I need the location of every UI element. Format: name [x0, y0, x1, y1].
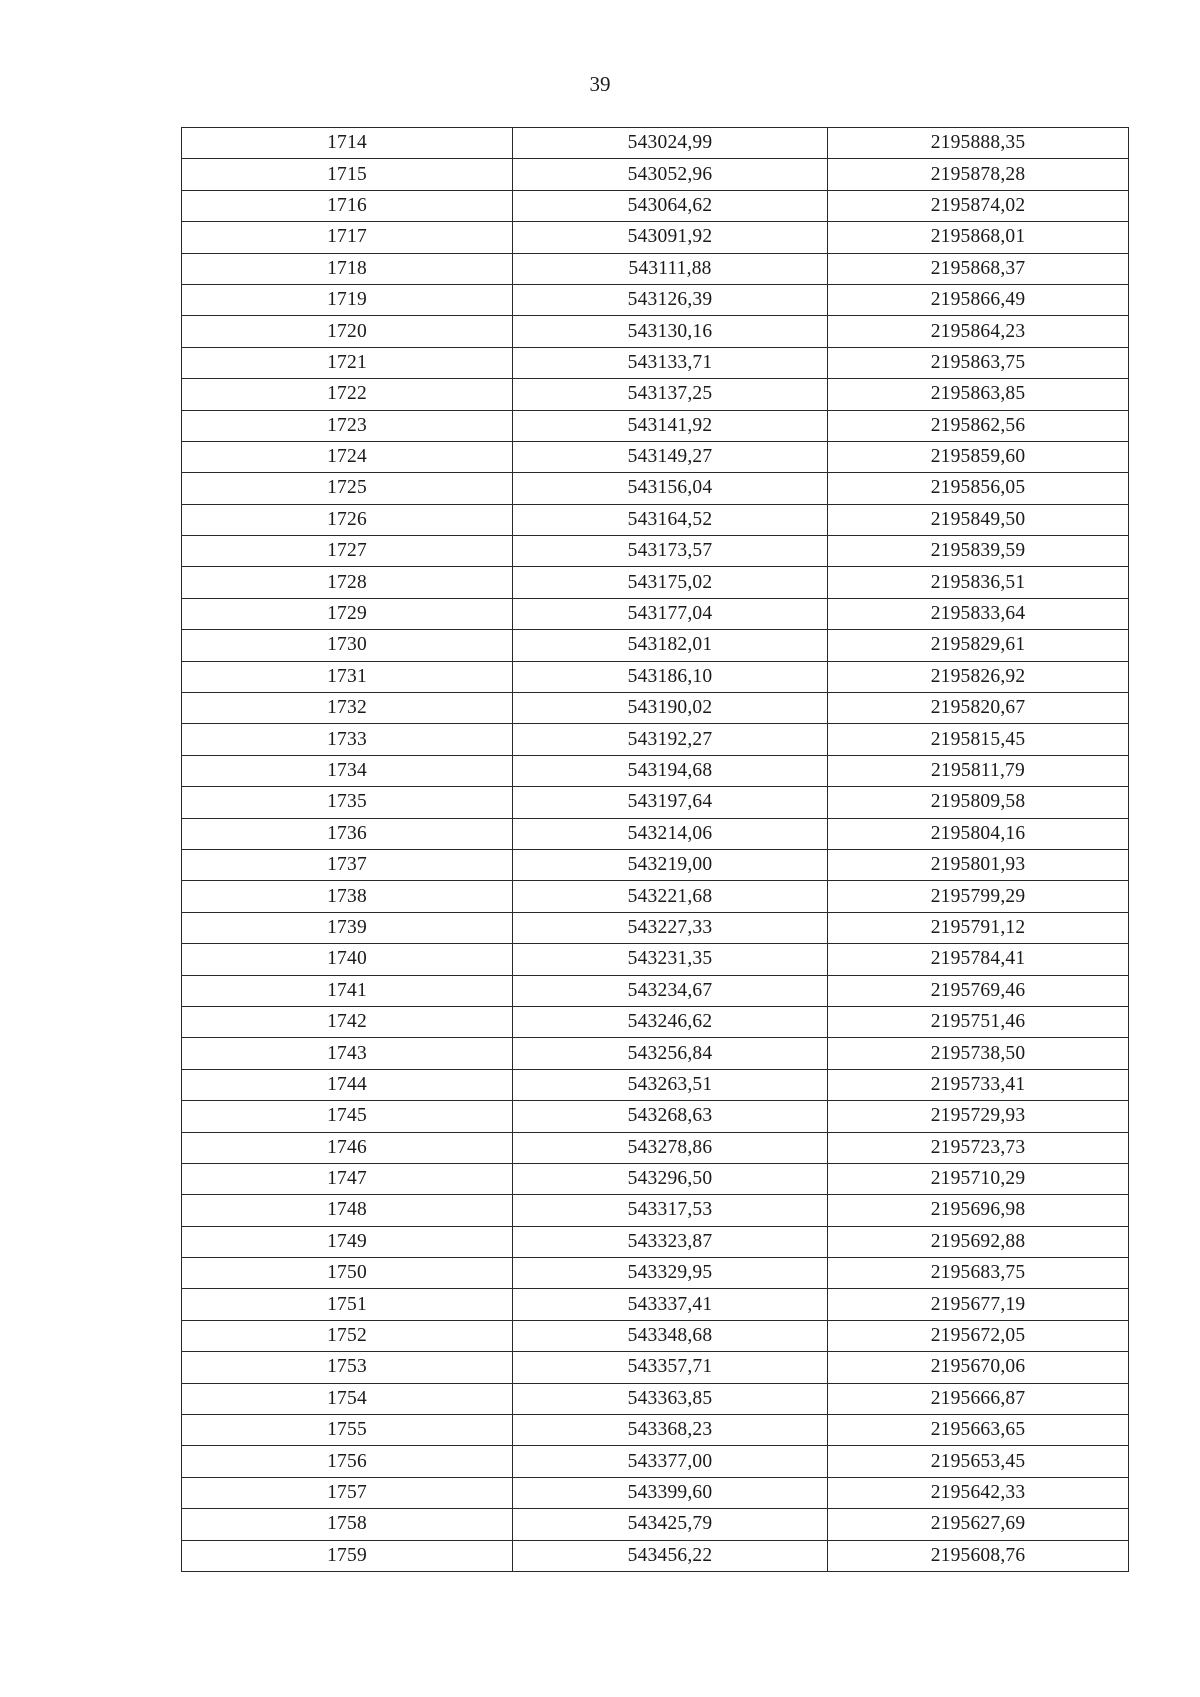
- y-coordinate-cell: 2195862,56: [828, 410, 1129, 441]
- point-number-cell: 1720: [182, 316, 513, 347]
- y-coordinate-cell: 2195863,75: [828, 347, 1129, 378]
- point-number-cell: 1745: [182, 1101, 513, 1132]
- table-row: [182, 1415, 1129, 1446]
- x-coordinate-cell: 543337,41: [513, 1289, 828, 1320]
- x-coordinate-cell: 543141,92: [513, 410, 828, 441]
- table-row: [182, 1509, 1129, 1540]
- point-number-cell: 1731: [182, 661, 513, 692]
- point-number-cell: 1722: [182, 379, 513, 410]
- point-number-cell: 1742: [182, 1006, 513, 1037]
- table-row: [182, 1069, 1129, 1100]
- point-number-cell: 1753: [182, 1352, 513, 1383]
- point-number-cell: 1732: [182, 693, 513, 724]
- point-number-cell: 1714: [182, 128, 513, 159]
- coordinates-table: [181, 127, 1129, 1572]
- x-coordinate-cell: 543133,71: [513, 347, 828, 378]
- y-coordinate-cell: 2195868,37: [828, 253, 1129, 284]
- table-row: [182, 849, 1129, 880]
- x-coordinate-cell: 543197,64: [513, 787, 828, 818]
- point-number-cell: 1726: [182, 504, 513, 535]
- point-number-cell: 1757: [182, 1477, 513, 1508]
- x-coordinate-cell: 543186,10: [513, 661, 828, 692]
- y-coordinate-cell: 2195804,16: [828, 818, 1129, 849]
- table-row: [182, 1006, 1129, 1037]
- table-row: [182, 284, 1129, 315]
- y-coordinate-cell: 2195820,67: [828, 693, 1129, 724]
- table-row: [182, 567, 1129, 598]
- y-coordinate-cell: 2195627,69: [828, 1509, 1129, 1540]
- table-row: [182, 410, 1129, 441]
- table-row: [182, 1289, 1129, 1320]
- point-number-cell: 1741: [182, 975, 513, 1006]
- y-coordinate-cell: 2195670,06: [828, 1352, 1129, 1383]
- y-coordinate-cell: 2195663,65: [828, 1415, 1129, 1446]
- table-row: [182, 818, 1129, 849]
- point-number-cell: 1733: [182, 724, 513, 755]
- point-number-cell: 1739: [182, 912, 513, 943]
- x-coordinate-cell: 543399,60: [513, 1477, 828, 1508]
- x-coordinate-cell: 543173,57: [513, 536, 828, 567]
- x-coordinate-cell: 543377,00: [513, 1446, 828, 1477]
- table-row: [182, 222, 1129, 253]
- y-coordinate-cell: 2195826,92: [828, 661, 1129, 692]
- y-coordinate-cell: 2195809,58: [828, 787, 1129, 818]
- y-coordinate-cell: 2195642,33: [828, 1477, 1129, 1508]
- y-coordinate-cell: 2195815,45: [828, 724, 1129, 755]
- x-coordinate-cell: 543425,79: [513, 1509, 828, 1540]
- point-number-cell: 1747: [182, 1163, 513, 1194]
- table-row: [182, 1038, 1129, 1069]
- point-number-cell: 1717: [182, 222, 513, 253]
- point-number-cell: 1719: [182, 284, 513, 315]
- y-coordinate-cell: 2195839,59: [828, 536, 1129, 567]
- point-number-cell: 1755: [182, 1415, 513, 1446]
- point-number-cell: 1721: [182, 347, 513, 378]
- y-coordinate-cell: 2195863,85: [828, 379, 1129, 410]
- table-row: [182, 159, 1129, 190]
- table-row: [182, 1132, 1129, 1163]
- point-number-cell: 1748: [182, 1195, 513, 1226]
- x-coordinate-cell: 543278,86: [513, 1132, 828, 1163]
- y-coordinate-cell: 2195692,88: [828, 1226, 1129, 1257]
- coordinates-table-body: [182, 128, 1129, 1572]
- point-number-cell: 1716: [182, 190, 513, 221]
- x-coordinate-cell: 543234,67: [513, 975, 828, 1006]
- y-coordinate-cell: 2195866,49: [828, 284, 1129, 315]
- table-row: [182, 1477, 1129, 1508]
- point-number-cell: 1734: [182, 755, 513, 786]
- table-row: [182, 1258, 1129, 1289]
- x-coordinate-cell: 543214,06: [513, 818, 828, 849]
- table-row: [182, 1352, 1129, 1383]
- y-coordinate-cell: 2195672,05: [828, 1320, 1129, 1351]
- y-coordinate-cell: 2195811,79: [828, 755, 1129, 786]
- table-row: [182, 473, 1129, 504]
- point-number-cell: 1749: [182, 1226, 513, 1257]
- table-row: [182, 253, 1129, 284]
- x-coordinate-cell: 543219,00: [513, 849, 828, 880]
- y-coordinate-cell: 2195738,50: [828, 1038, 1129, 1069]
- y-coordinate-cell: 2195666,87: [828, 1383, 1129, 1414]
- table-row: [182, 128, 1129, 159]
- y-coordinate-cell: 2195733,41: [828, 1069, 1129, 1100]
- table-row: [182, 975, 1129, 1006]
- point-number-cell: 1750: [182, 1258, 513, 1289]
- point-number-cell: 1725: [182, 473, 513, 504]
- point-number-cell: 1723: [182, 410, 513, 441]
- x-coordinate-cell: 543357,71: [513, 1352, 828, 1383]
- point-number-cell: 1729: [182, 598, 513, 629]
- y-coordinate-cell: 2195868,01: [828, 222, 1129, 253]
- x-coordinate-cell: 543091,92: [513, 222, 828, 253]
- y-coordinate-cell: 2195769,46: [828, 975, 1129, 1006]
- table-row: [182, 630, 1129, 661]
- x-coordinate-cell: 543156,04: [513, 473, 828, 504]
- y-coordinate-cell: 2195836,51: [828, 567, 1129, 598]
- y-coordinate-cell: 2195683,75: [828, 1258, 1129, 1289]
- y-coordinate-cell: 2195859,60: [828, 441, 1129, 472]
- x-coordinate-cell: 543137,25: [513, 379, 828, 410]
- point-number-cell: 1737: [182, 849, 513, 880]
- y-coordinate-cell: 2195856,05: [828, 473, 1129, 504]
- point-number-cell: 1735: [182, 787, 513, 818]
- x-coordinate-cell: 543194,68: [513, 755, 828, 786]
- point-number-cell: 1744: [182, 1069, 513, 1100]
- y-coordinate-cell: 2195878,28: [828, 159, 1129, 190]
- x-coordinate-cell: 543329,95: [513, 1258, 828, 1289]
- x-coordinate-cell: 543296,50: [513, 1163, 828, 1194]
- x-coordinate-cell: 543064,62: [513, 190, 828, 221]
- table-row: [182, 1320, 1129, 1351]
- x-coordinate-cell: 543368,23: [513, 1415, 828, 1446]
- table-row: [182, 379, 1129, 410]
- point-number-cell: 1715: [182, 159, 513, 190]
- x-coordinate-cell: 543227,33: [513, 912, 828, 943]
- table-row: [182, 661, 1129, 692]
- y-coordinate-cell: 2195751,46: [828, 1006, 1129, 1037]
- page-number: 39: [589, 72, 611, 96]
- table-row: [182, 724, 1129, 755]
- x-coordinate-cell: 543052,96: [513, 159, 828, 190]
- x-coordinate-cell: 543323,87: [513, 1226, 828, 1257]
- x-coordinate-cell: 543348,68: [513, 1320, 828, 1351]
- table-row: [182, 504, 1129, 535]
- x-coordinate-cell: 543192,27: [513, 724, 828, 755]
- table-row: [182, 536, 1129, 567]
- x-coordinate-cell: 543317,53: [513, 1195, 828, 1226]
- x-coordinate-cell: 543177,04: [513, 598, 828, 629]
- x-coordinate-cell: 543024,99: [513, 128, 828, 159]
- x-coordinate-cell: 543130,16: [513, 316, 828, 347]
- y-coordinate-cell: 2195829,61: [828, 630, 1129, 661]
- x-coordinate-cell: 543268,63: [513, 1101, 828, 1132]
- x-coordinate-cell: 543221,68: [513, 881, 828, 912]
- table-row: [182, 881, 1129, 912]
- point-number-cell: 1724: [182, 441, 513, 472]
- y-coordinate-cell: 2195833,64: [828, 598, 1129, 629]
- x-coordinate-cell: 543175,02: [513, 567, 828, 598]
- x-coordinate-cell: 543149,27: [513, 441, 828, 472]
- y-coordinate-cell: 2195784,41: [828, 944, 1129, 975]
- x-coordinate-cell: 543111,88: [513, 253, 828, 284]
- point-number-cell: 1718: [182, 253, 513, 284]
- x-coordinate-cell: 543182,01: [513, 630, 828, 661]
- point-number-cell: 1751: [182, 1289, 513, 1320]
- x-coordinate-cell: 543363,85: [513, 1383, 828, 1414]
- table-row: [182, 912, 1129, 943]
- x-coordinate-cell: 543231,35: [513, 944, 828, 975]
- y-coordinate-cell: 2195710,29: [828, 1163, 1129, 1194]
- y-coordinate-cell: 2195888,35: [828, 128, 1129, 159]
- y-coordinate-cell: 2195729,93: [828, 1101, 1129, 1132]
- table-row: [182, 755, 1129, 786]
- x-coordinate-cell: 543456,22: [513, 1540, 828, 1571]
- point-number-cell: 1758: [182, 1509, 513, 1540]
- point-number-cell: 1752: [182, 1320, 513, 1351]
- table-row: [182, 1540, 1129, 1571]
- x-coordinate-cell: 543246,62: [513, 1006, 828, 1037]
- y-coordinate-cell: 2195608,76: [828, 1540, 1129, 1571]
- point-number-cell: 1736: [182, 818, 513, 849]
- table-row: [182, 1163, 1129, 1194]
- point-number-cell: 1740: [182, 944, 513, 975]
- point-number-cell: 1759: [182, 1540, 513, 1571]
- point-number-cell: 1738: [182, 881, 513, 912]
- x-coordinate-cell: 543263,51: [513, 1069, 828, 1100]
- table-row: [182, 1195, 1129, 1226]
- y-coordinate-cell: 2195677,19: [828, 1289, 1129, 1320]
- y-coordinate-cell: 2195696,98: [828, 1195, 1129, 1226]
- table-row: [182, 1101, 1129, 1132]
- table-row: [182, 693, 1129, 724]
- x-coordinate-cell: 543190,02: [513, 693, 828, 724]
- y-coordinate-cell: 2195864,23: [828, 316, 1129, 347]
- point-number-cell: 1728: [182, 567, 513, 598]
- point-number-cell: 1754: [182, 1383, 513, 1414]
- table-row: [182, 316, 1129, 347]
- point-number-cell: 1730: [182, 630, 513, 661]
- table-row: [182, 1226, 1129, 1257]
- table-row: [182, 944, 1129, 975]
- point-number-cell: 1746: [182, 1132, 513, 1163]
- point-number-cell: 1743: [182, 1038, 513, 1069]
- table-row: [182, 598, 1129, 629]
- table-row: [182, 787, 1129, 818]
- table-row: [182, 347, 1129, 378]
- point-number-cell: 1727: [182, 536, 513, 567]
- y-coordinate-cell: 2195801,93: [828, 849, 1129, 880]
- table-row: [182, 1446, 1129, 1477]
- y-coordinate-cell: 2195723,73: [828, 1132, 1129, 1163]
- table-row: [182, 190, 1129, 221]
- y-coordinate-cell: 2195874,02: [828, 190, 1129, 221]
- point-number-cell: 1756: [182, 1446, 513, 1477]
- x-coordinate-cell: 543256,84: [513, 1038, 828, 1069]
- y-coordinate-cell: 2195799,29: [828, 881, 1129, 912]
- table-row: [182, 1383, 1129, 1414]
- y-coordinate-cell: 2195653,45: [828, 1446, 1129, 1477]
- x-coordinate-cell: 543164,52: [513, 504, 828, 535]
- y-coordinate-cell: 2195791,12: [828, 912, 1129, 943]
- table-row: [182, 441, 1129, 472]
- x-coordinate-cell: 543126,39: [513, 284, 828, 315]
- y-coordinate-cell: 2195849,50: [828, 504, 1129, 535]
